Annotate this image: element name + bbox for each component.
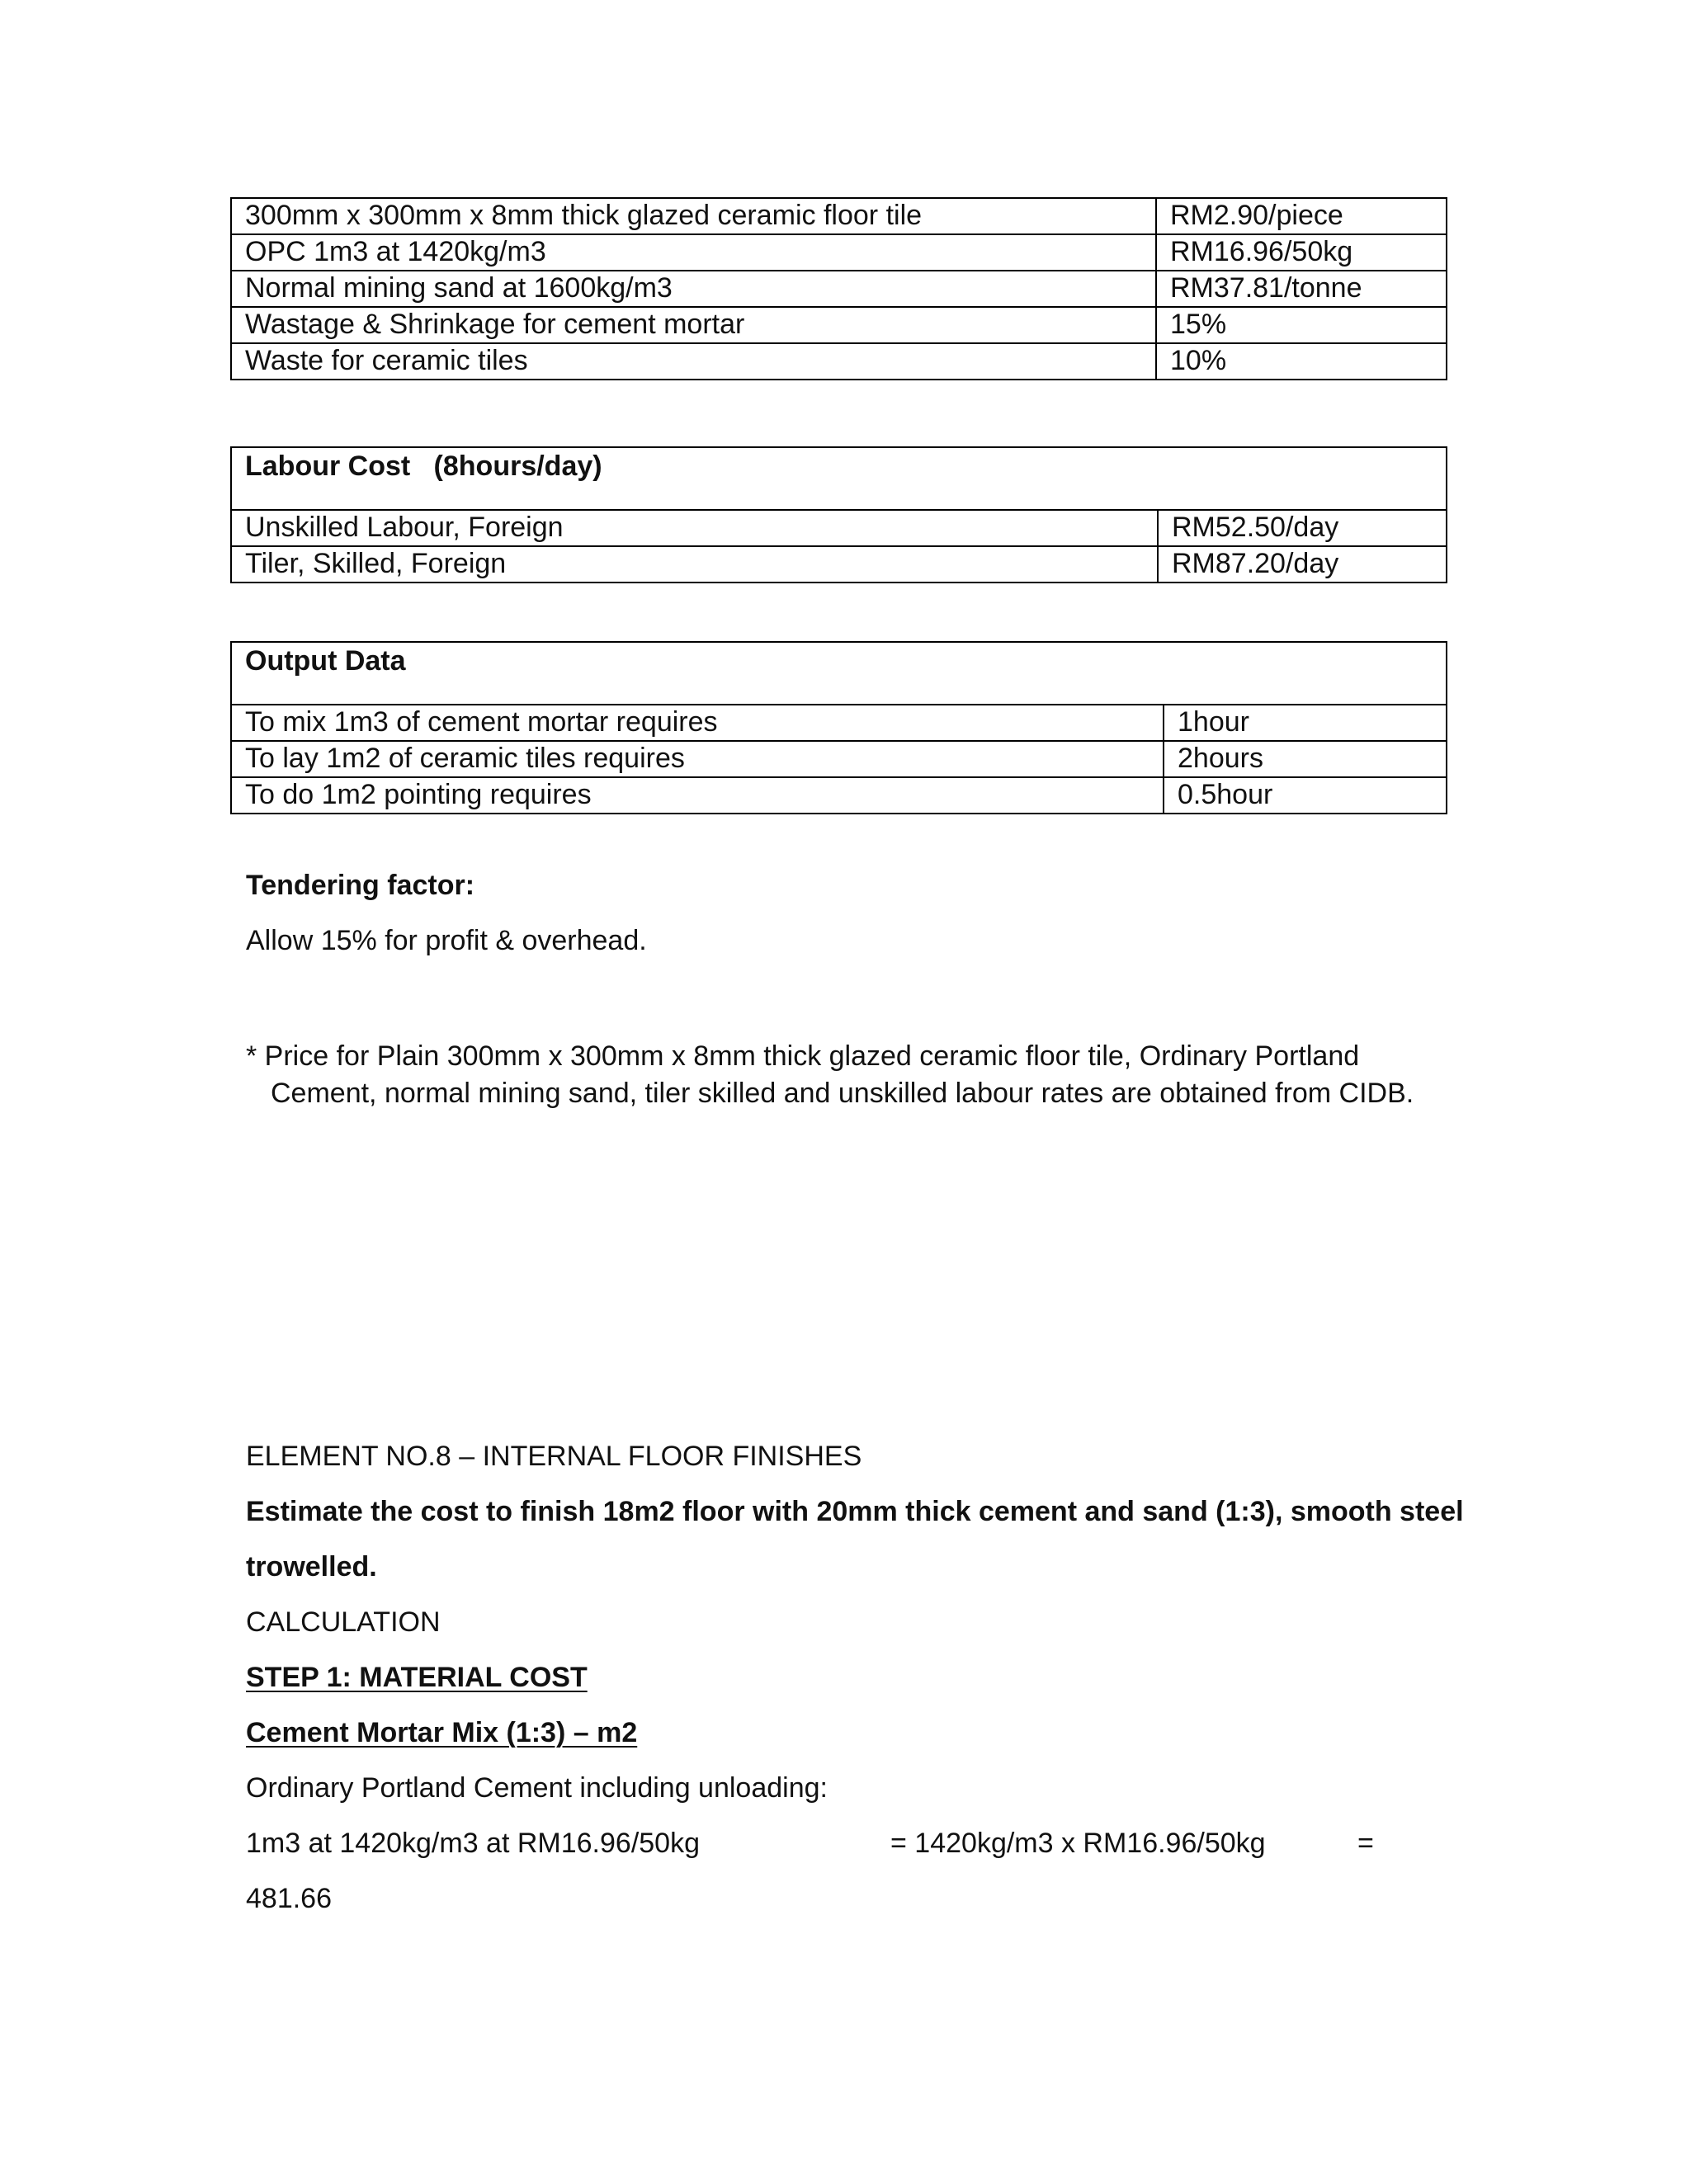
table-row	[231, 510, 1447, 546]
table-row	[231, 271, 1447, 307]
output-data-header: Output Data	[231, 642, 1447, 705]
calc-result: 481.66	[246, 1883, 332, 1914]
output-value: 2hours	[1164, 741, 1447, 777]
table-row	[231, 741, 1447, 777]
material-price: RM37.81/tonne	[1156, 271, 1447, 307]
labour-rate: RM52.50/day	[1158, 510, 1447, 546]
labour-item: Tiler, Skilled, Foreign	[231, 546, 1158, 583]
output-value: 0.5hour	[1164, 777, 1447, 814]
table-row	[231, 343, 1447, 380]
materials-table	[230, 197, 1447, 380]
material-price: RM16.96/50kg	[1156, 234, 1447, 271]
output-item: To lay 1m2 of ceramic tiles requires	[231, 741, 1164, 777]
table-header-row	[231, 447, 1447, 510]
material-price: RM2.90/piece	[1156, 198, 1447, 234]
labour-rate: RM87.20/day	[1158, 546, 1447, 583]
table-row	[231, 198, 1447, 234]
material-price: 10%	[1156, 343, 1447, 380]
tendering-factor-title: Tendering factor:	[246, 870, 475, 901]
material-item: 300mm x 300mm x 8mm thick glazed ceramic floor tile	[231, 198, 1156, 234]
output-data-table	[230, 641, 1447, 814]
output-value: 1hour	[1164, 705, 1447, 741]
table-row	[231, 307, 1447, 343]
question-line-1: Estimate the cost to finish 18m2 floor with 20mm thick cement and sand (1:3), smooth steel	[246, 1496, 1464, 1527]
material-item: Waste for ceramic tiles	[231, 343, 1156, 380]
table-row	[231, 777, 1447, 814]
output-item: To do 1m2 pointing requires	[231, 777, 1164, 814]
table-row	[231, 705, 1447, 741]
labour-item: Unskilled Labour, Foreign	[231, 510, 1158, 546]
calc-equals: =	[1357, 1828, 1374, 1859]
note-line-2: Cement, normal mining sand, tiler skilled and unskilled labour rates are obtained from CIDB.	[271, 1078, 1414, 1109]
calc-middle: = 1420kg/m3 x RM16.96/50kg	[890, 1828, 1266, 1859]
labour-cost-header: Labour Cost (8hours/day)	[231, 447, 1447, 510]
material-item: Wastage & Shrinkage for cement mortar	[231, 307, 1156, 343]
output-item: To mix 1m3 of cement mortar requires	[231, 705, 1164, 741]
step-1-heading: STEP 1: MATERIAL COST	[246, 1662, 588, 1693]
table-header-row	[231, 642, 1447, 705]
question-line-2: trowelled.	[246, 1551, 377, 1583]
opc-label: Ordinary Portland Cement including unloading:	[246, 1772, 828, 1804]
price-source-note	[246, 1038, 1414, 1112]
calc-left: 1m3 at 1420kg/m3 at RM16.96/50kg	[246, 1828, 700, 1859]
material-item: Normal mining sand at 1600kg/m3	[231, 271, 1156, 307]
material-price: 15%	[1156, 307, 1447, 343]
labour-cost-table	[230, 446, 1447, 583]
element-heading: ELEMENT NO.8 – INTERNAL FLOOR FINISHES	[246, 1441, 862, 1472]
note-line-1: * Price for Plain 300mm x 300mm x 8mm thick glazed ceramic floor tile, Ordinary Portland	[246, 1040, 1360, 1072]
tendering-factor-text: Allow 15% for profit & overhead.	[246, 925, 647, 956]
material-item: OPC 1m3 at 1420kg/m3	[231, 234, 1156, 271]
mortar-mix-heading: Cement Mortar Mix (1:3) – m2	[246, 1717, 638, 1748]
table-row	[231, 546, 1447, 583]
table-row	[231, 234, 1447, 271]
calculation-label: CALCULATION	[246, 1606, 441, 1638]
